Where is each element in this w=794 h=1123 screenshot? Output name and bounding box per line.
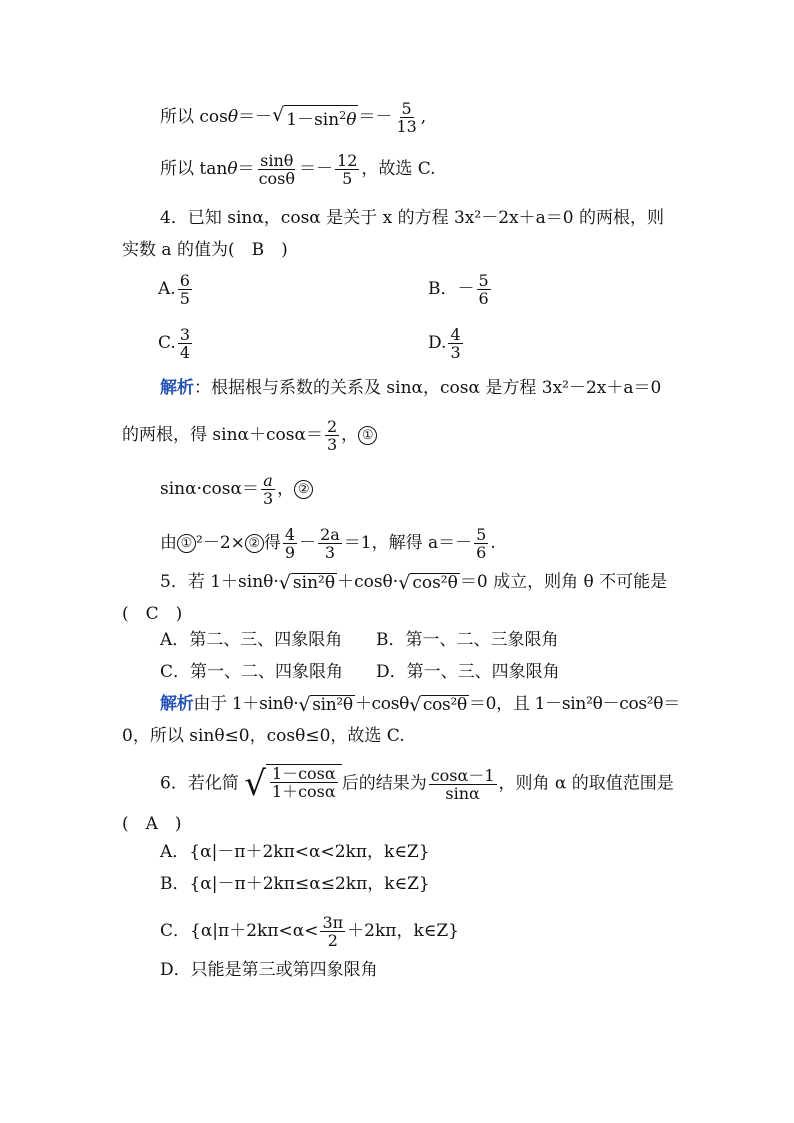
- radicand: cos²θ: [422, 694, 467, 715]
- fraction: [261, 472, 275, 507]
- text: ＝－: [238, 107, 273, 127]
- text: ＝0，且 1－sin²θ－cos²θ＝: [468, 694, 680, 714]
- s4-line3: [160, 472, 313, 507]
- fraction: [320, 914, 345, 949]
- denominator: sinα: [445, 783, 480, 803]
- text: ,: [420, 107, 427, 127]
- solution-tag: 解析: [160, 378, 194, 398]
- fraction: [335, 152, 359, 187]
- fraction: [429, 767, 497, 802]
- sqrt: [409, 695, 469, 715]
- text: 1－sin: [286, 110, 340, 130]
- fraction: [477, 272, 491, 307]
- fraction: [474, 526, 488, 561]
- circled-two: ②: [245, 534, 264, 553]
- sqrt: [298, 695, 354, 715]
- circled-two: ②: [294, 480, 313, 499]
- denominator: 6: [478, 289, 489, 308]
- denominator: 2: [327, 931, 338, 950]
- label: A.: [158, 279, 176, 299]
- text: ＝: [237, 159, 255, 179]
- numerator: 3: [179, 325, 190, 344]
- circled-one: ①: [177, 534, 196, 553]
- text: －: [299, 533, 317, 553]
- sqrt: [272, 105, 358, 130]
- q5-option-b: B．第一、二、三象限角: [376, 630, 559, 650]
- text: ＝0 成立，则角 θ 不可能是: [459, 572, 668, 592]
- fraction: [178, 326, 192, 361]
- text: ，: [277, 479, 295, 499]
- circled-one: ①: [358, 426, 377, 445]
- sqrt: [244, 764, 341, 804]
- text: ＝－: [358, 107, 393, 127]
- theta: θ: [227, 107, 239, 127]
- line-cos-result: [160, 100, 426, 135]
- solution-tag: 解析: [160, 694, 194, 714]
- denominator: 3: [262, 489, 274, 508]
- text: 由: [160, 533, 177, 553]
- fraction: [448, 326, 462, 361]
- text: ²－2×: [196, 533, 245, 553]
- radical-sign: √: [398, 571, 411, 594]
- fraction: [257, 152, 297, 187]
- radicand: cos²θ: [412, 572, 458, 593]
- fraction: [394, 100, 418, 135]
- numerator: 5: [476, 525, 487, 544]
- s5-line1: [160, 694, 680, 715]
- fraction: [178, 272, 192, 307]
- denominator: 1＋cosα: [271, 782, 336, 801]
- q5-option-c: C．第一、二、四象限角: [160, 662, 344, 682]
- radical-sign: √: [272, 104, 285, 126]
- q4-option-c: [158, 326, 194, 361]
- q6-option-b: B．{α|－π＋2kπ≤α≤2kπ，k∈Z}: [160, 874, 430, 894]
- q5-option-a: A．第二、三、四象限角: [160, 630, 343, 650]
- denominator: 9: [284, 543, 296, 562]
- denominator: 13: [396, 117, 417, 136]
- radical-sign: √: [244, 764, 266, 804]
- theta: θ: [227, 159, 238, 179]
- q4-option-a: [158, 272, 194, 307]
- text: .: [490, 533, 496, 553]
- numerator: cosα－1: [430, 765, 495, 785]
- denominator: cosθ: [258, 169, 296, 188]
- radicand: sin²θ: [292, 572, 336, 593]
- text: ＋cosθ: [354, 694, 410, 714]
- denominator: 5: [179, 289, 190, 308]
- q6-line2: ( A ): [122, 814, 182, 834]
- q6-option-c: [160, 914, 459, 949]
- text: 的两根，得 sinα＋cosα＝: [122, 425, 323, 445]
- fraction: [325, 418, 339, 453]
- text: ＋cosθ·: [337, 572, 399, 592]
- q4-line1: 4．已知 sinα，cosα 是关于 x 的方程 3x²－2x＋a＝0 的两根，则: [160, 208, 664, 228]
- q6-option-a: A．{α|－π＋2kπ<α<2kπ，k∈Z}: [160, 842, 430, 862]
- denominator: 3: [324, 543, 336, 562]
- numerator: 5: [401, 99, 412, 118]
- sqrt: [279, 573, 337, 593]
- text: ，则角 α 的取值范围是: [498, 773, 674, 794]
- s4-line1: [160, 378, 661, 398]
- text: ，故选 C.: [361, 159, 436, 179]
- text: 6．若化简: [160, 773, 239, 794]
- text: 所以 cos: [160, 107, 228, 127]
- q6-option-d: D．只能是第三或第四象限角: [160, 960, 378, 980]
- s4-line2: [122, 418, 377, 453]
- q5-line1: [160, 572, 667, 593]
- numerator: 12: [337, 151, 358, 170]
- radicand: [266, 764, 342, 800]
- text: 5．若 1＋sinθ·: [160, 572, 279, 592]
- radical-sign: √: [278, 571, 291, 594]
- denominator: 5: [342, 169, 353, 188]
- numerator: 4: [450, 325, 461, 344]
- q4-option-b: [428, 272, 493, 307]
- radicand: [284, 105, 358, 130]
- numerator: 3π: [322, 913, 344, 932]
- radical-sign: √: [409, 693, 421, 716]
- denominator: 4: [179, 343, 190, 362]
- text: ，: [341, 425, 359, 445]
- fraction: [318, 526, 342, 561]
- numerator: 2: [326, 417, 338, 436]
- line-tan-result: [160, 152, 436, 187]
- q5-line2: ( C ): [122, 604, 183, 624]
- text: ＝1，解得 a＝－: [343, 533, 473, 553]
- denominator: 6: [476, 543, 487, 562]
- s4-line4: [160, 526, 496, 561]
- text: 得: [263, 533, 281, 553]
- q4-line2: 实数 a 的值为( B ): [122, 240, 288, 260]
- q4-option-d: [428, 326, 465, 361]
- numerator: sinθ: [260, 151, 294, 170]
- numerator: 1－cosα: [271, 764, 336, 783]
- text: 后的结果为: [341, 773, 427, 794]
- numerator: a: [263, 471, 273, 490]
- text: ＋2kπ，k∈Z}: [347, 921, 459, 941]
- fraction: [270, 765, 338, 800]
- s5-line2: 0，所以 sinθ≤0，cosθ≤0，故选 C.: [122, 726, 405, 746]
- q5-option-d: D．第一、三、四象限角: [376, 662, 560, 682]
- text: ：根据根与系数的关系及 sinα，cosα 是方程 3x²－2x＋a＝0: [194, 378, 662, 398]
- text: sinα·cosα＝: [160, 479, 259, 499]
- exp: 2: [339, 109, 347, 122]
- q6-line1: [160, 764, 674, 804]
- label: C.: [158, 333, 176, 353]
- denominator: 3: [326, 435, 338, 454]
- text: ＝－: [299, 159, 334, 179]
- numerator: 2a: [320, 525, 340, 544]
- numerator: 4: [284, 525, 296, 544]
- text: 所以 tan: [160, 159, 228, 179]
- numerator: 5: [478, 271, 489, 290]
- label: D.: [428, 333, 447, 353]
- radicand: sin²θ: [312, 694, 353, 715]
- denominator: 3: [450, 343, 461, 362]
- radical-sign: √: [298, 693, 311, 716]
- text: C．{α|π＋2kπ<α<: [160, 921, 319, 941]
- label: B．－: [428, 279, 475, 299]
- text: 由于 1＋sinθ·: [193, 694, 299, 714]
- sqrt: [398, 573, 460, 593]
- fraction: [283, 526, 297, 561]
- numerator: 6: [179, 271, 190, 290]
- theta: θ: [346, 110, 357, 130]
